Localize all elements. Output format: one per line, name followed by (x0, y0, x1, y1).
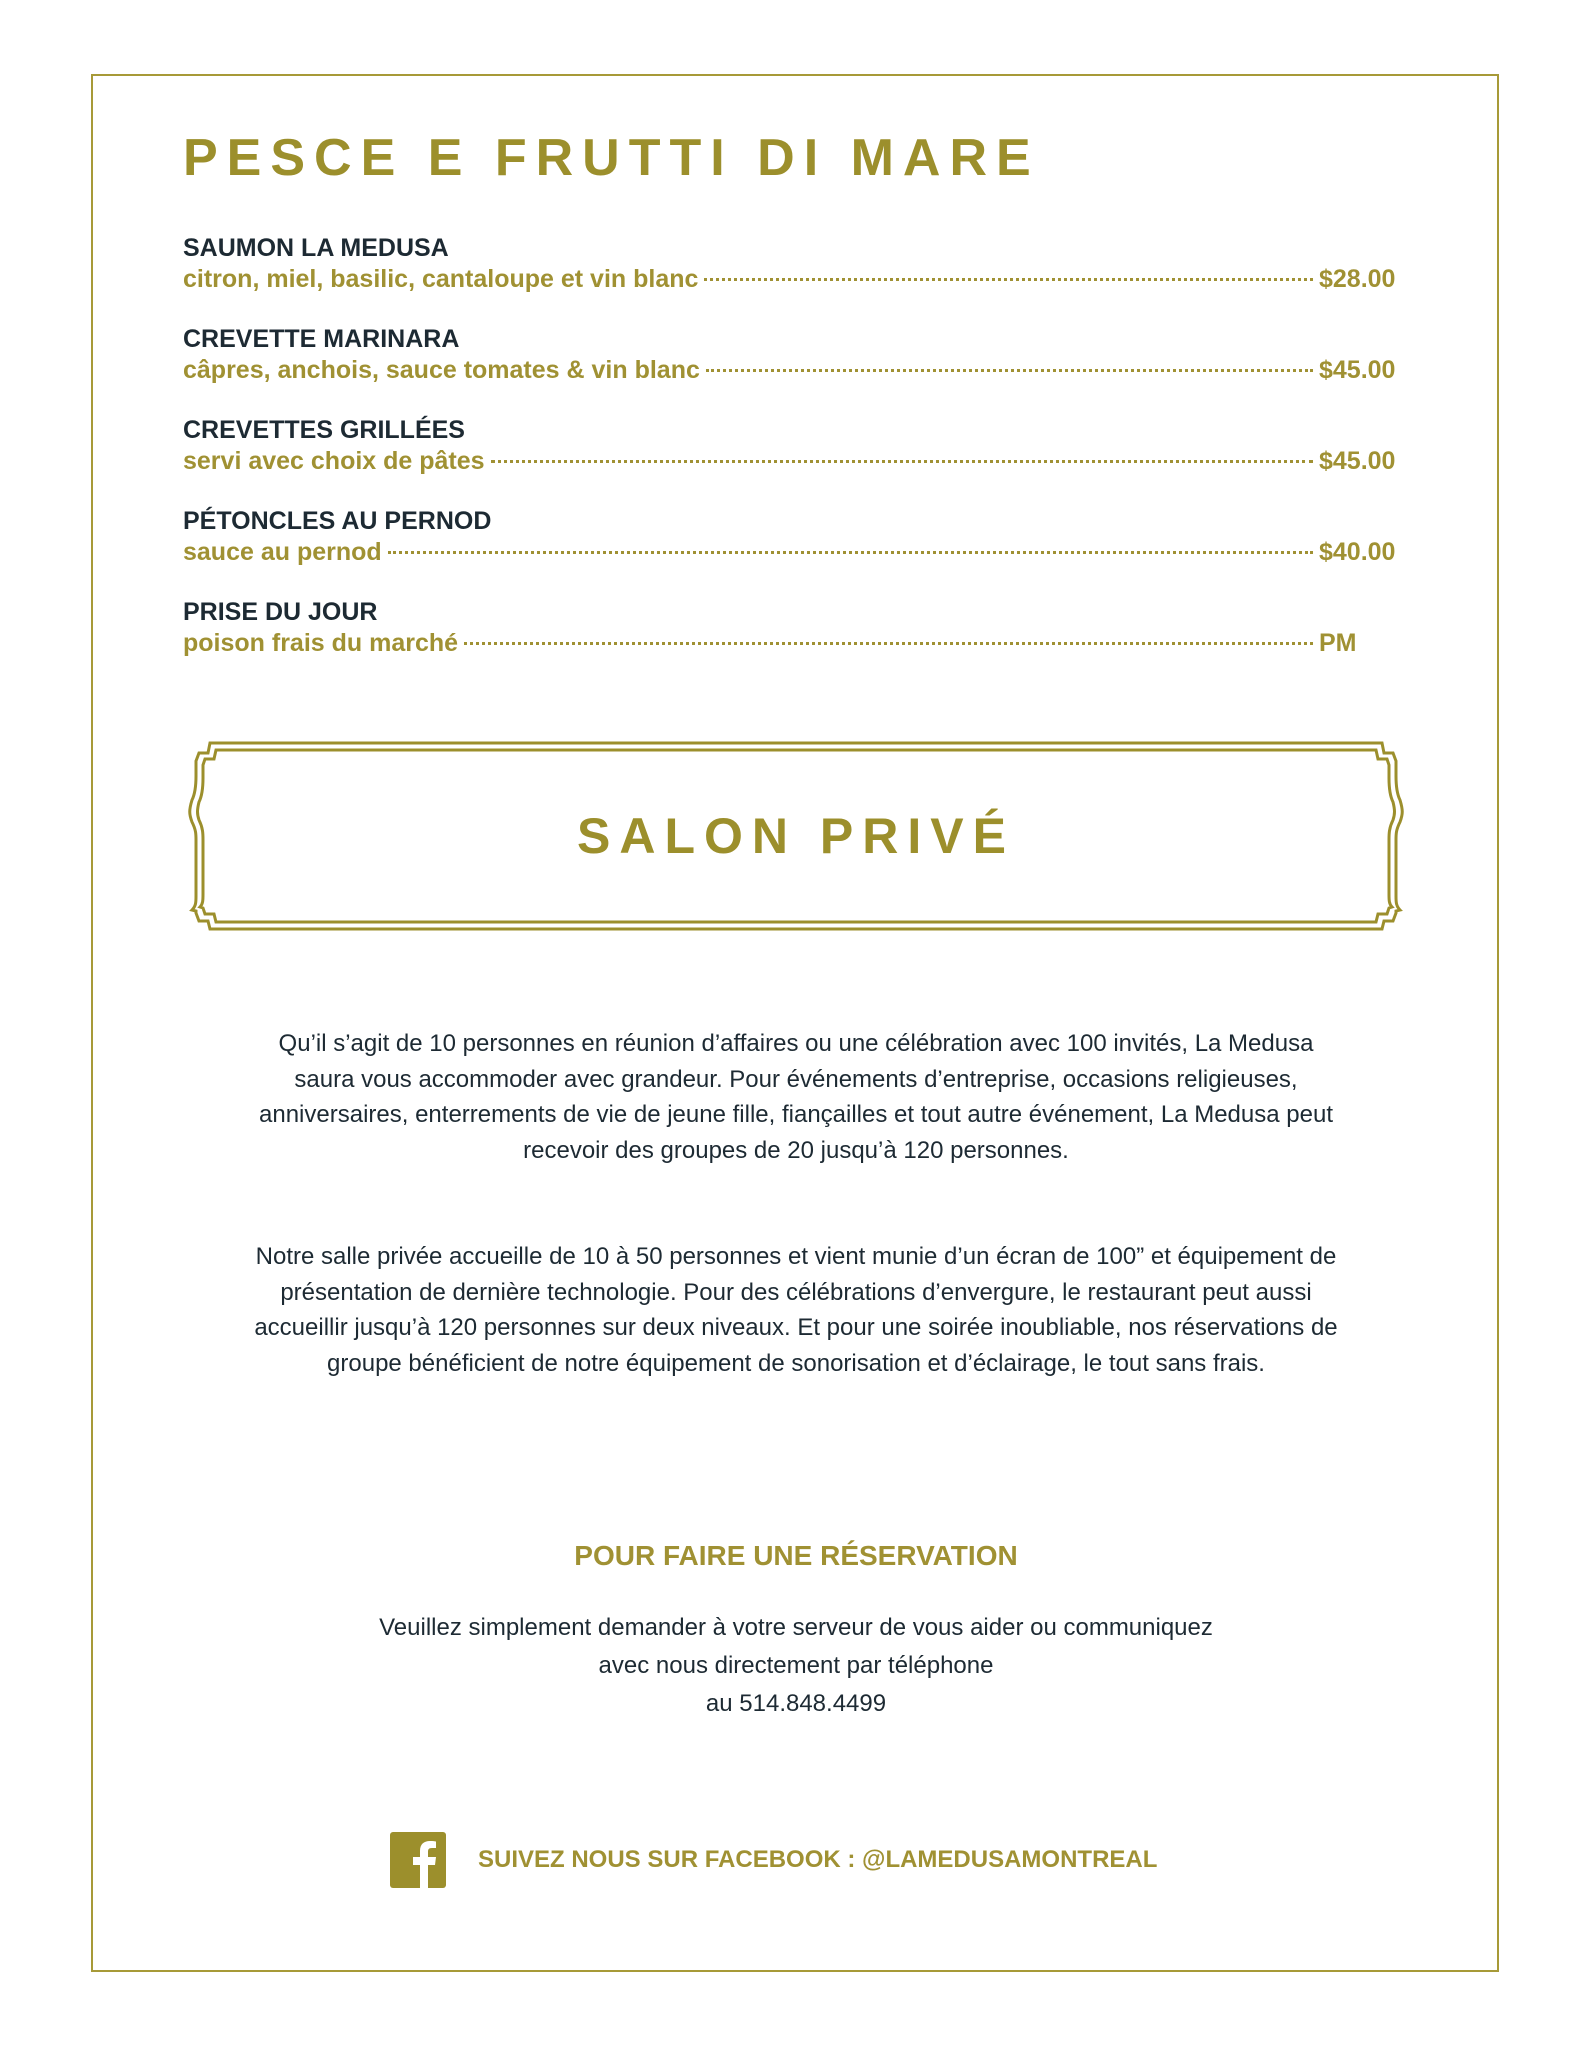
menu-item-line (183, 445, 1404, 477)
menu-item (183, 415, 1404, 477)
menu-item-price: $40.00 (1319, 538, 1396, 566)
dot-leader (388, 551, 1313, 554)
reservation-line: avec nous directement par téléphone (598, 1652, 994, 1679)
menu-item-description: câpres, anchois, sauce tomates & vin blanc (183, 356, 700, 384)
menu-item-name: PRISE DU JOUR (183, 598, 378, 626)
menu-item (183, 506, 1404, 568)
menu-item-description: sauce au pernod (183, 538, 382, 566)
menu-item-price: PM (1319, 629, 1357, 657)
section-title: PESCE E FRUTTI DI MARE (183, 129, 1040, 187)
salon-title: SALON PRIVÉ (577, 808, 1015, 864)
salon-paragraph-1: Qu’il s’agit de 10 personnes en réunion d’affaires ou une célébration avec 100 invités, La Medusa saura vous accommoder avec grandeur. Pour événements d’entreprise, occasions religieuses, anniversaires, enterrements de vie de jeune fille, fiançailles et tout autre événement, La Medusa peut recevoir des groupes de 20 jusqu’à 120 personnes. (259, 1030, 1333, 1164)
menu-item-line (183, 627, 1404, 659)
menu-item (183, 233, 1404, 295)
menu-item-name: CREVETTES GRILLÉES (183, 416, 465, 444)
menu-item-price: $45.00 (1319, 356, 1396, 384)
menu-item-price: $28.00 (1319, 265, 1396, 293)
menu-item-description: poison frais du marché (183, 629, 459, 657)
salon-paragraph-2: Notre salle privée accueille de 10 à 50 personnes et vient munie d’un écran de 100” et équipement de présentation de dernière technologie. Pour des célébrations d’envergure, le restaurant peut aussi accueillir jusqu’à 120 personnes sur deux niveaux. Et pour une soirée inoubliable, nos réservations de groupe bénéficient de notre équipement de sonorisation et d’éclairage, le tout sans frais. (254, 1243, 1338, 1377)
dot-leader (704, 278, 1313, 281)
menu-item-name: CREVETTE MARINARA (183, 325, 460, 353)
dot-leader (464, 642, 1313, 645)
dot-leader (706, 369, 1313, 372)
menu-item-description: servi avec choix de pâtes (183, 447, 485, 475)
dot-leader (491, 460, 1313, 463)
reservation-phone: au 514.848.4499 (705, 1690, 887, 1717)
reservation-title: POUR FAIRE UNE RÉSERVATION (574, 1540, 1018, 1571)
menu-item-line (183, 263, 1404, 295)
menu-item-line (183, 536, 1404, 568)
facebook-icon[interactable] (390, 1832, 446, 1888)
menu-item-name: PÉTONCLES AU PERNOD (183, 507, 492, 535)
menu-item-line (183, 354, 1404, 386)
menu-item-name: SAUMON LA MEDUSA (183, 234, 449, 262)
reservation-text (250, 1609, 1342, 1723)
menu-item (183, 597, 1404, 659)
reservation-line: Veuillez simplement demander à votre serveur de vous aider ou communiquez (379, 1614, 1213, 1641)
menu-item (183, 324, 1404, 386)
facebook-label[interactable]: SUIVEZ NOUS SUR FACEBOOK : @LAMEDUSAMONTREAL (478, 1846, 1158, 1873)
menu-item-description: citron, miel, basilic, cantaloupe et vin blanc (183, 265, 699, 293)
facebook-link[interactable] (390, 1832, 1157, 1888)
menu-item-price: $45.00 (1319, 447, 1396, 475)
salon-banner (186, 740, 1406, 932)
